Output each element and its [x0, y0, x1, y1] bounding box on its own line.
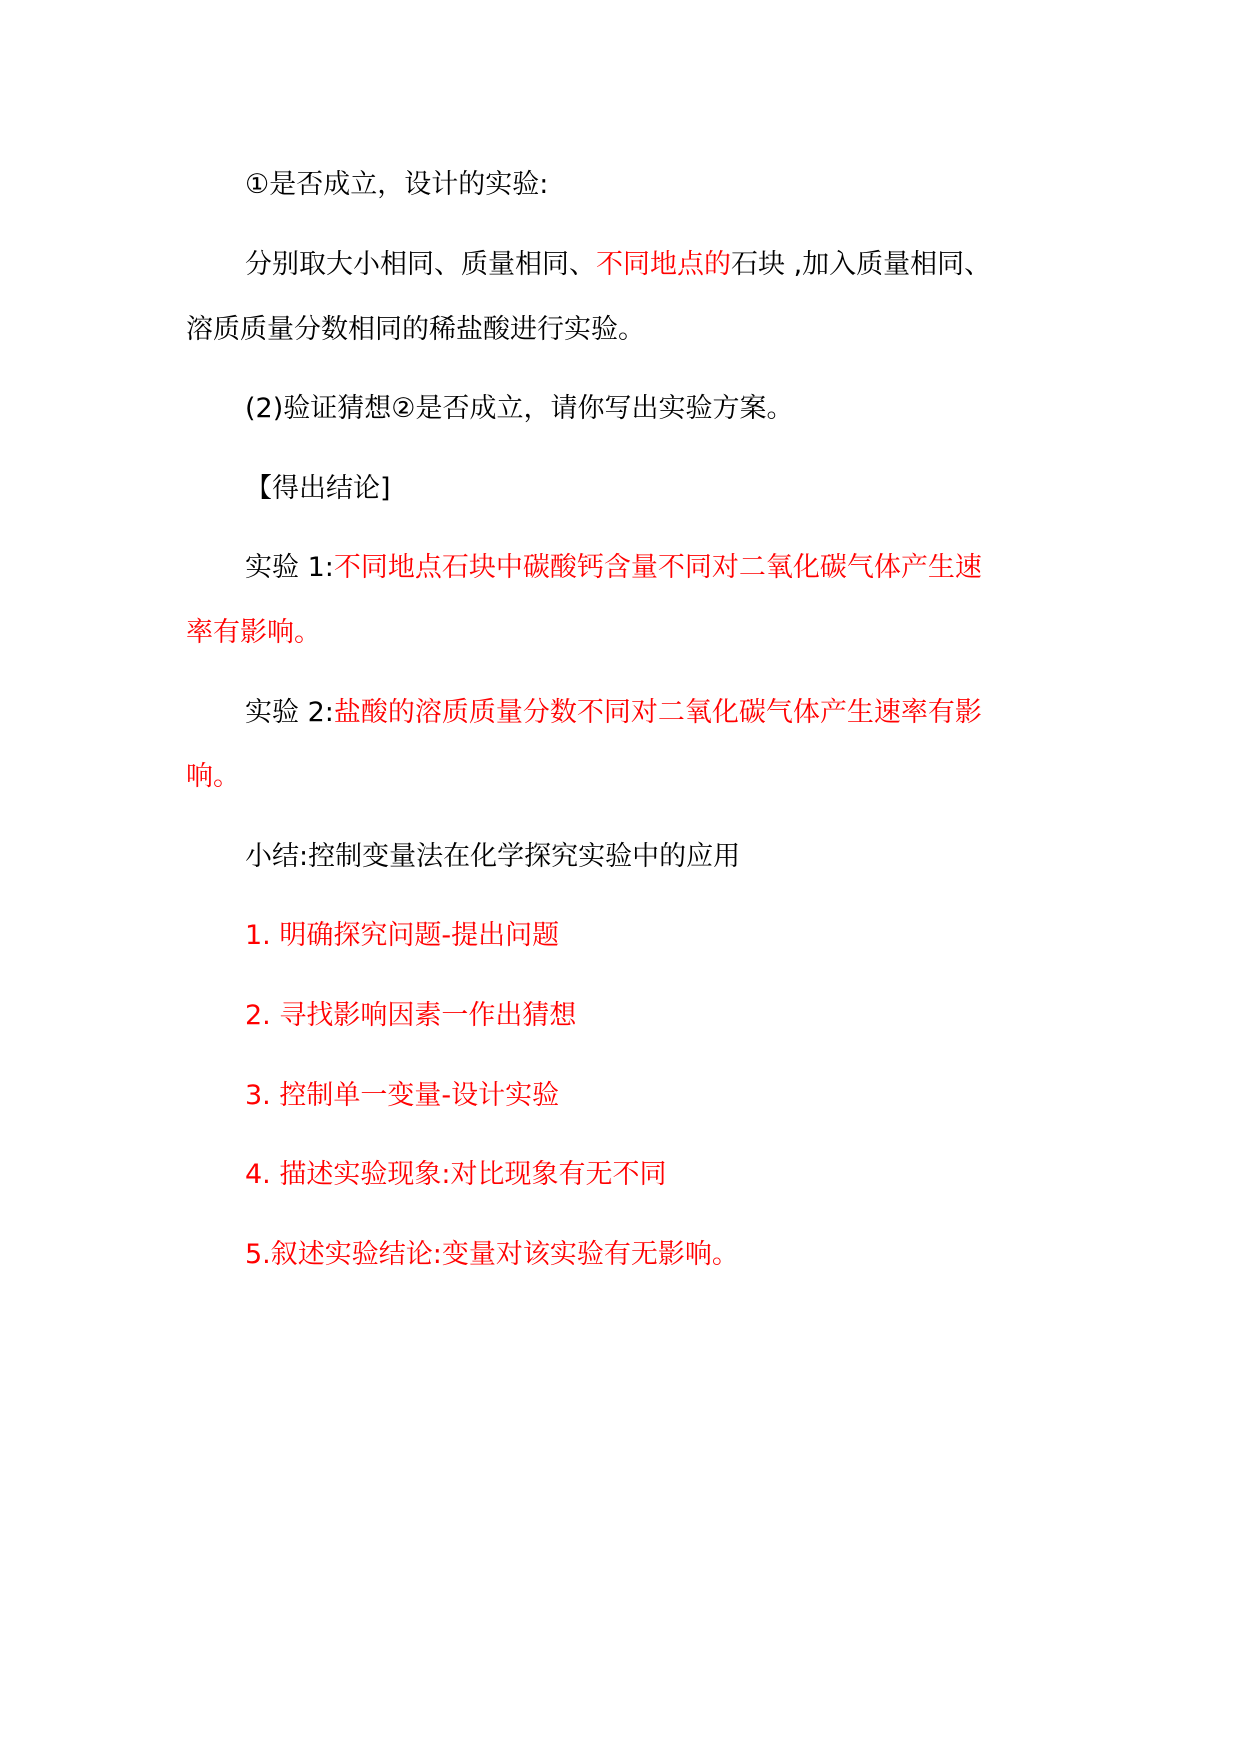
paragraph-experiment-1: [245, 551, 982, 585]
paragraph-guess-2-verify: [245, 392, 793, 426]
highlight-text: 不同地点的: [596, 249, 731, 280]
paragraph-experiment-design-cont: [186, 313, 645, 347]
text: 【得出结论]: [245, 473, 391, 504]
list-item-5: [245, 1238, 739, 1272]
list-item-2: [245, 999, 576, 1033]
paragraph-guess-1-check: [245, 168, 548, 202]
highlight-text: 1. 明确探究问题-提出问题: [245, 920, 560, 951]
highlight-text: 盐酸的溶质质量分数不同对二氧化碳气体产生速率有影: [333, 697, 982, 728]
text: 小结:控制变量法在化学探究实验中的应用: [245, 841, 741, 872]
paragraph-experiment-2: [245, 696, 982, 730]
text: 石块 ,加入质量相同、: [731, 249, 992, 280]
label: 实验 1:: [245, 552, 334, 583]
list-item-1: [245, 919, 559, 953]
paragraph-experiment-1-cont: [186, 616, 321, 650]
highlight-text: 4. 描述实验现象:对比现象有无不同: [245, 1159, 667, 1190]
paragraph-experiment-2-cont: [186, 760, 240, 794]
text: ①是否成立，设计的实验:: [245, 169, 549, 200]
paragraph-summary: [245, 840, 740, 874]
list-item-4: [245, 1158, 666, 1192]
highlight-text: 3. 控制单一变量-设计实验: [245, 1080, 560, 1111]
text: 分别取大小相同、质量相同、: [245, 249, 596, 280]
highlight-text: 5.叙述实验结论:变量对该实验有无影响。: [245, 1239, 739, 1270]
label: 实验 2:: [245, 697, 334, 728]
section-heading-conclusion: [245, 472, 391, 506]
highlight-text: 响。: [186, 761, 240, 792]
highlight-text: 2. 寻找影响因素一作出猜想: [245, 1000, 577, 1031]
highlight-text: 率有影响。: [186, 617, 321, 648]
text: 溶质质量分数相同的稀盐酸进行实验。: [186, 314, 645, 345]
list-item-3: [245, 1079, 559, 1113]
highlight-text: 不同地点石块中碳酸钙含量不同对二氧化碳气体产生速: [333, 552, 982, 583]
text: (2)验证猜想②是否成立，请你写出实验方案。: [245, 393, 794, 424]
paragraph-experiment-design: [245, 248, 991, 282]
